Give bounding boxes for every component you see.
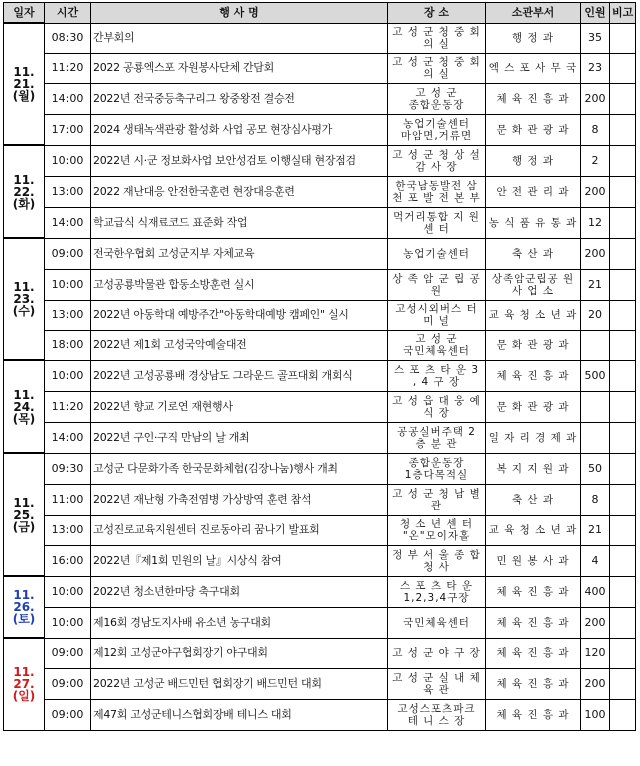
event-cell: 2022년『제1회 민원의 날』시상식 참여 xyxy=(91,545,388,576)
table-row xyxy=(4,607,636,638)
place-cell: 공공실버주택 2 층 분 관 xyxy=(388,422,486,453)
note-cell xyxy=(610,699,636,730)
table-row xyxy=(4,668,636,699)
count-cell: 100 xyxy=(581,699,610,730)
event-cell: 2022 재난대응 안전한국훈련 현장대응훈련 xyxy=(91,176,388,207)
place-cell: 스 포 츠 타 운 1,2,3,4구장 xyxy=(388,576,486,607)
dept-cell: 축 산 과 xyxy=(486,484,581,515)
place-cell: 고 성 군 청 남 별 관 xyxy=(388,484,486,515)
count-cell: 4 xyxy=(581,545,610,576)
time-cell: 16:00 xyxy=(45,545,91,576)
dept-cell: 복 지 지 원 과 xyxy=(486,453,581,484)
day-date: 11. 22. xyxy=(13,172,35,199)
day-cell xyxy=(4,576,45,638)
dept-cell: 농 식 품 유 통 과 xyxy=(486,207,581,238)
place-cell: 고 성 군 국민체육센터 xyxy=(388,330,486,360)
table-row xyxy=(4,422,636,453)
table-row xyxy=(4,360,636,391)
day-cell xyxy=(4,23,45,145)
time-cell: 10:00 xyxy=(45,269,91,300)
event-cell: 2022 공룡엑스포 자원봉사단체 간담회 xyxy=(91,53,388,83)
header-dept: 소관부서 xyxy=(486,3,581,24)
event-cell: 2022년 청소년한마당 축구대회 xyxy=(91,576,388,607)
place-cell: 먹거리통합 지 원 센 터 xyxy=(388,207,486,238)
place-cell: 고 성 군 청 상 설 감 사 장 xyxy=(388,145,486,176)
header-time: 시간 xyxy=(45,3,91,24)
time-cell: 10:00 xyxy=(45,360,91,391)
day-weekday: (수) xyxy=(12,304,36,318)
note-cell xyxy=(610,238,636,269)
place-cell: 청 소 년 센 터 "온"모이자홀 xyxy=(388,515,486,545)
count-cell: 500 xyxy=(581,360,610,391)
place-cell: 농업기술센터 xyxy=(388,238,486,269)
place-cell: 고성시외버스 터 미 널 xyxy=(388,300,486,330)
time-cell: 10:00 xyxy=(45,145,91,176)
event-cell: 학교급식 식재료코드 표준화 작업 xyxy=(91,207,388,238)
place-cell: 고 성 군 실 내 체 육 관 xyxy=(388,668,486,699)
note-cell xyxy=(610,545,636,576)
table-row xyxy=(4,238,636,269)
day-weekday: (금) xyxy=(12,519,36,534)
time-cell: 13:00 xyxy=(45,515,91,545)
dept-cell: 체 육 진 흥 과 xyxy=(486,607,581,638)
table-row xyxy=(4,391,636,422)
dept-cell: 체 육 진 흥 과 xyxy=(486,699,581,730)
note-cell xyxy=(610,23,636,53)
day-date: 11. 21. xyxy=(13,65,35,91)
count-cell: 21 xyxy=(581,269,610,300)
schedule-body xyxy=(4,23,636,730)
time-cell: 18:00 xyxy=(45,330,91,360)
table-row xyxy=(4,515,636,545)
note-cell xyxy=(610,484,636,515)
header-place: 장 소 xyxy=(388,3,486,24)
header-event: 행 사 명 xyxy=(91,3,388,24)
count-cell: 12 xyxy=(581,207,610,238)
note-cell xyxy=(610,269,636,300)
day-weekday: (화) xyxy=(12,196,36,211)
table-row xyxy=(4,114,636,145)
time-cell: 09:00 xyxy=(45,668,91,699)
time-cell: 10:00 xyxy=(45,576,91,607)
table-row xyxy=(4,83,636,114)
dept-cell: 체 육 진 흥 과 xyxy=(486,668,581,699)
event-cell: 2022년 구인·구직 만남의 날 개최 xyxy=(91,422,388,453)
header-row xyxy=(4,3,636,24)
count-cell: 21 xyxy=(581,515,610,545)
event-cell: 2022년 고성군 배드민턴 협회장기 배드민턴 대회 xyxy=(91,668,388,699)
place-cell: 상 족 암 군 립 공 원 xyxy=(388,269,486,300)
time-cell: 14:00 xyxy=(45,83,91,114)
day-date: 11. 23. xyxy=(13,280,35,306)
day-cell xyxy=(4,360,45,453)
dept-cell: 문 화 관 광 과 xyxy=(486,391,581,422)
table-row xyxy=(4,176,636,207)
dept-cell: 문 화 관 광 과 xyxy=(486,330,581,360)
note-cell xyxy=(610,422,636,453)
event-cell: 제16회 경남도지사배 유소년 농구대회 xyxy=(91,607,388,638)
time-cell: 11:00 xyxy=(45,484,91,515)
dept-cell: 엑 스 포 사 무 국 xyxy=(486,53,581,83)
count-cell xyxy=(581,391,610,422)
dept-cell: 문 화 관 광 과 xyxy=(486,114,581,145)
note-cell xyxy=(610,391,636,422)
place-cell: 한국남동발전 삼 천 포 발 전 본 부 xyxy=(388,176,486,207)
day-weekday: (월) xyxy=(12,89,36,103)
table-row xyxy=(4,638,636,668)
note-cell xyxy=(610,114,636,145)
time-cell: 11:20 xyxy=(45,53,91,83)
note-cell xyxy=(610,453,636,484)
time-cell: 17:00 xyxy=(45,114,91,145)
table-row xyxy=(4,53,636,83)
count-cell: 200 xyxy=(581,238,610,269)
count-cell: 200 xyxy=(581,668,610,699)
count-cell: 8 xyxy=(581,484,610,515)
table-row xyxy=(4,576,636,607)
dept-cell: 교 육 청 소 년 과 xyxy=(486,300,581,330)
dept-cell: 체 육 진 흥 과 xyxy=(486,576,581,607)
event-cell: 고성군 다문화가족 한국문화체험(김장나눔)행사 개최 xyxy=(91,453,388,484)
table-row xyxy=(4,453,636,484)
dept-cell: 체 육 진 흥 과 xyxy=(486,638,581,668)
place-cell: 종합운동장 1층다목적실 xyxy=(388,453,486,484)
event-cell: 제47회 고성군테니스협회장배 테니스 대회 xyxy=(91,699,388,730)
table-row xyxy=(4,330,636,360)
time-cell: 11:20 xyxy=(45,391,91,422)
place-cell: 스 포 츠 타 운 3 , 4 구 장 xyxy=(388,360,486,391)
time-cell: 09:00 xyxy=(45,638,91,668)
dept-cell: 민 원 봉 사 과 xyxy=(486,545,581,576)
schedule-table xyxy=(3,2,636,731)
day-cell xyxy=(4,238,45,360)
time-cell: 14:00 xyxy=(45,207,91,238)
event-cell: 고성진로교육지원센터 진로동아리 꿈나기 발표회 xyxy=(91,515,388,545)
time-cell: 14:00 xyxy=(45,422,91,453)
header-date: 일자 xyxy=(4,3,45,24)
table-row xyxy=(4,484,636,515)
dept-cell: 행 정 과 xyxy=(486,145,581,176)
event-cell: 2022년 시·군 정보화사업 보안성검토 이행실태 현장점검 xyxy=(91,145,388,176)
count-cell: 200 xyxy=(581,83,610,114)
dept-cell: 체 육 진 흥 과 xyxy=(486,360,581,391)
count-cell xyxy=(581,330,610,360)
table-row xyxy=(4,699,636,730)
header-count: 인원 xyxy=(581,3,610,24)
note-cell xyxy=(610,145,636,176)
time-cell: 09:30 xyxy=(45,453,91,484)
dept-cell: 축 산 과 xyxy=(486,238,581,269)
time-cell: 09:00 xyxy=(45,699,91,730)
dept-cell: 일 자 리 경 제 과 xyxy=(486,422,581,453)
count-cell: 2 xyxy=(581,145,610,176)
time-cell: 08:30 xyxy=(45,23,91,53)
time-cell: 09:00 xyxy=(45,238,91,269)
count-cell: 20 xyxy=(581,300,610,330)
place-cell: 농업기술센터 마암면,거류면 xyxy=(388,114,486,145)
count-cell: 23 xyxy=(581,53,610,83)
note-cell xyxy=(610,300,636,330)
event-cell: 전국한우협회 고성군지부 자체교육 xyxy=(91,238,388,269)
event-cell: 간부회의 xyxy=(91,23,388,53)
count-cell: 35 xyxy=(581,23,610,53)
note-cell xyxy=(610,607,636,638)
table-row xyxy=(4,300,636,330)
table-row xyxy=(4,207,636,238)
place-cell: 고 성 군 청 중 회 의 실 xyxy=(388,23,486,53)
place-cell: 고 성 군 야 구 장 xyxy=(388,638,486,668)
day-date: 11. 24. xyxy=(13,387,35,414)
dept-cell: 체 육 진 흥 과 xyxy=(486,83,581,114)
day-weekday: (목) xyxy=(12,411,36,426)
dept-cell: 안 전 관 리 과 xyxy=(486,176,581,207)
count-cell: 200 xyxy=(581,176,610,207)
note-cell xyxy=(610,360,636,391)
count-cell: 400 xyxy=(581,576,610,607)
note-cell xyxy=(610,515,636,545)
place-cell: 고 성 읍 대 웅 예 식 장 xyxy=(388,391,486,422)
time-cell: 13:00 xyxy=(45,300,91,330)
event-cell: 2024 생태녹색관광 활성화 사업 공모 현장심사평가 xyxy=(91,114,388,145)
count-cell: 50 xyxy=(581,453,610,484)
day-date: 11. 25. xyxy=(13,495,35,522)
place-cell: 정 부 서 울 종 합 청 사 xyxy=(388,545,486,576)
dept-cell: 행 정 과 xyxy=(486,23,581,53)
day-weekday: (일) xyxy=(12,689,36,704)
day-date: 11. 26. xyxy=(13,588,35,614)
count-cell xyxy=(581,422,610,453)
event-cell: 2022년 재난형 가축전염병 가상방역 훈련 참석 xyxy=(91,484,388,515)
note-cell xyxy=(610,176,636,207)
note-cell xyxy=(610,53,636,83)
table-row xyxy=(4,23,636,53)
event-cell: 2022년 전국중등축구리그 왕중왕전 결승전 xyxy=(91,83,388,114)
event-cell: 고성공룡박물관 합동소방훈련 실시 xyxy=(91,269,388,300)
dept-cell: 교 육 청 소 년 과 xyxy=(486,515,581,545)
event-cell: 2022년 향교 기로연 재현행사 xyxy=(91,391,388,422)
place-cell: 고 성 군 종합운동장 xyxy=(388,83,486,114)
note-cell xyxy=(610,330,636,360)
place-cell: 고 성 군 청 중 회 의 실 xyxy=(388,53,486,83)
dept-cell: 상족암군립공 원 사 업 소 xyxy=(486,269,581,300)
place-cell: 고성스포츠파크 테 니 스 장 xyxy=(388,699,486,730)
count-cell: 120 xyxy=(581,638,610,668)
event-cell: 2022년 제1회 고성국악예술대전 xyxy=(91,330,388,360)
count-cell: 200 xyxy=(581,607,610,638)
note-cell xyxy=(610,83,636,114)
note-cell xyxy=(610,576,636,607)
event-cell: 2022년 고성공룡배 경상남도 그라운드 골프대회 개회식 xyxy=(91,360,388,391)
time-cell: 10:00 xyxy=(45,607,91,638)
header-note: 비고 xyxy=(610,3,636,24)
day-weekday: (토) xyxy=(12,612,36,626)
count-cell: 8 xyxy=(581,114,610,145)
note-cell xyxy=(610,668,636,699)
day-date: 11. 27. xyxy=(13,665,35,692)
event-cell: 2022년 아동학대 예방주간"아동학대예방 캠페인" 실시 xyxy=(91,300,388,330)
table-row xyxy=(4,269,636,300)
time-cell: 13:00 xyxy=(45,176,91,207)
event-cell: 제12회 고성군야구협회장기 야구대회 xyxy=(91,638,388,668)
table-row xyxy=(4,145,636,176)
place-cell: 국민체육센터 xyxy=(388,607,486,638)
note-cell xyxy=(610,207,636,238)
day-cell xyxy=(4,638,45,730)
day-cell xyxy=(4,145,45,238)
note-cell xyxy=(610,638,636,668)
day-cell xyxy=(4,453,45,576)
table-row xyxy=(4,545,636,576)
